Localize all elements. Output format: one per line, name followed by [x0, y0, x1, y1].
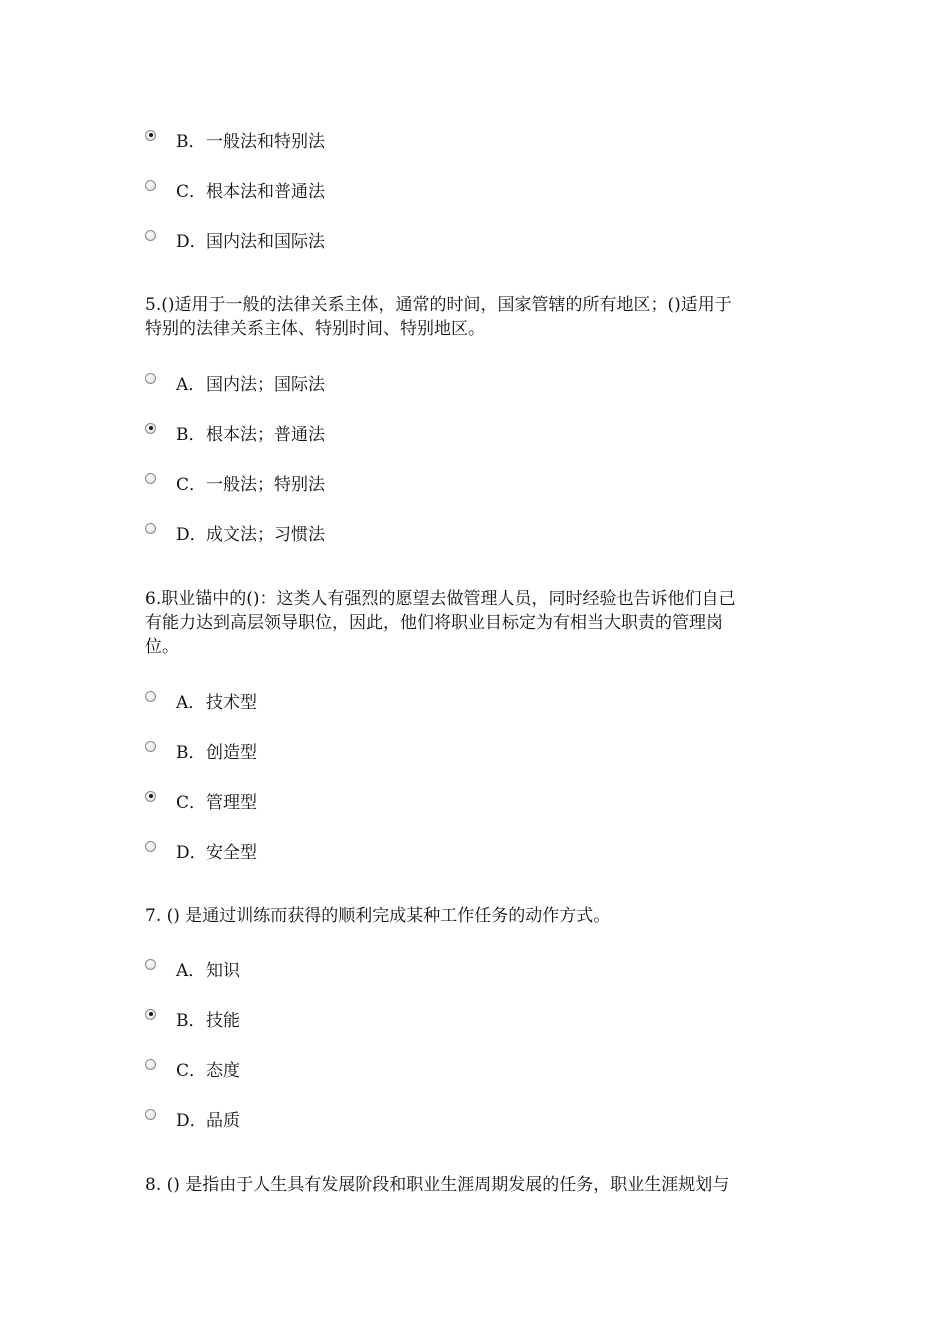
radio-checked-icon[interactable]	[145, 130, 156, 141]
q6-option-b[interactable]	[145, 741, 257, 765]
option-letter: C．	[176, 475, 207, 495]
question-6-line-2: 有能力达到高层领导职位，因此，他们将职业目标定为有相当大职责的管理岗	[145, 613, 723, 633]
question-6-line-3: 位。	[145, 637, 179, 657]
option-text: 国内法；国际法	[206, 375, 325, 395]
q6-option-a[interactable]	[145, 691, 257, 715]
option-letter: B．	[176, 1011, 206, 1031]
option-text: 态度	[206, 1061, 240, 1081]
option-letter: C．	[176, 1061, 207, 1081]
q5-option-a[interactable]	[145, 373, 325, 397]
q5-option-d[interactable]	[145, 523, 325, 547]
question-6	[145, 587, 817, 659]
option-text: 成文法；习惯法	[206, 525, 325, 545]
radio-icon[interactable]	[145, 473, 156, 484]
option-text: 管理型	[206, 793, 257, 813]
q4-option-c[interactable]	[145, 180, 325, 204]
option-letter: B．	[176, 132, 206, 152]
q5-option-b[interactable]	[145, 423, 325, 447]
question-5	[145, 293, 817, 341]
option-letter: A．	[176, 375, 206, 395]
radio-icon[interactable]	[145, 959, 156, 970]
question-7	[145, 904, 817, 928]
question-7-line-1: 7. () 是通过训练而获得的顺利完成某种工作任务的动作方式。	[145, 906, 611, 926]
q4-option-d[interactable]	[145, 230, 325, 254]
option-letter: A．	[176, 693, 206, 713]
option-letter: C．	[176, 182, 207, 202]
option-letter: B．	[176, 743, 206, 763]
q4-option-b[interactable]	[145, 130, 325, 154]
q6-option-c[interactable]	[145, 791, 257, 815]
radio-icon[interactable]	[145, 741, 156, 752]
question-8	[145, 1173, 817, 1197]
question-5-line-2: 特别的法律关系主体、特别时间、特别地区。	[145, 319, 485, 339]
option-text: 品质	[206, 1111, 240, 1131]
radio-icon[interactable]	[145, 841, 156, 852]
option-letter: D．	[176, 1111, 207, 1131]
q7-option-d[interactable]	[145, 1109, 240, 1133]
option-letter: D．	[176, 843, 207, 863]
radio-icon[interactable]	[145, 1059, 156, 1070]
radio-checked-icon[interactable]	[145, 423, 156, 434]
option-text: 一般法；特别法	[206, 475, 325, 495]
option-text: 技术型	[206, 693, 257, 713]
radio-icon[interactable]	[145, 373, 156, 384]
option-letter: B．	[176, 425, 206, 445]
option-letter: D．	[176, 232, 207, 252]
option-text: 根本法和普通法	[206, 182, 325, 202]
option-text: 技能	[206, 1011, 240, 1031]
option-text: 国内法和国际法	[206, 232, 325, 252]
option-letter: C．	[176, 793, 207, 813]
q7-option-b[interactable]	[145, 1009, 240, 1033]
q6-option-d[interactable]	[145, 841, 257, 865]
option-letter: A．	[176, 961, 206, 981]
question-8-line-1: 8. () 是指由于人生具有发展阶段和职业生涯周期发展的任务，职业生涯规划与	[145, 1175, 730, 1195]
radio-icon[interactable]	[145, 1109, 156, 1120]
q7-option-c[interactable]	[145, 1059, 240, 1083]
radio-checked-icon[interactable]	[145, 1009, 156, 1020]
option-text: 创造型	[206, 743, 257, 763]
option-text: 安全型	[206, 843, 257, 863]
radio-icon[interactable]	[145, 230, 156, 241]
q5-option-c[interactable]	[145, 473, 325, 497]
radio-icon[interactable]	[145, 180, 156, 191]
option-text: 一般法和特别法	[206, 132, 325, 152]
radio-icon[interactable]	[145, 523, 156, 534]
radio-checked-icon[interactable]	[145, 791, 156, 802]
question-6-line-1: 6.职业锚中的()：这类人有强烈的愿望去做管理人员，同时经验也告诉他们自己	[145, 589, 736, 609]
option-text: 知识	[206, 961, 240, 981]
option-letter: D．	[176, 525, 207, 545]
question-5-line-1: 5.()适用于一般的法律关系主体，通常的时间，国家管辖的所有地区；()适用于	[145, 295, 732, 315]
radio-icon[interactable]	[145, 691, 156, 702]
option-text: 根本法；普通法	[206, 425, 325, 445]
q7-option-a[interactable]	[145, 959, 240, 983]
